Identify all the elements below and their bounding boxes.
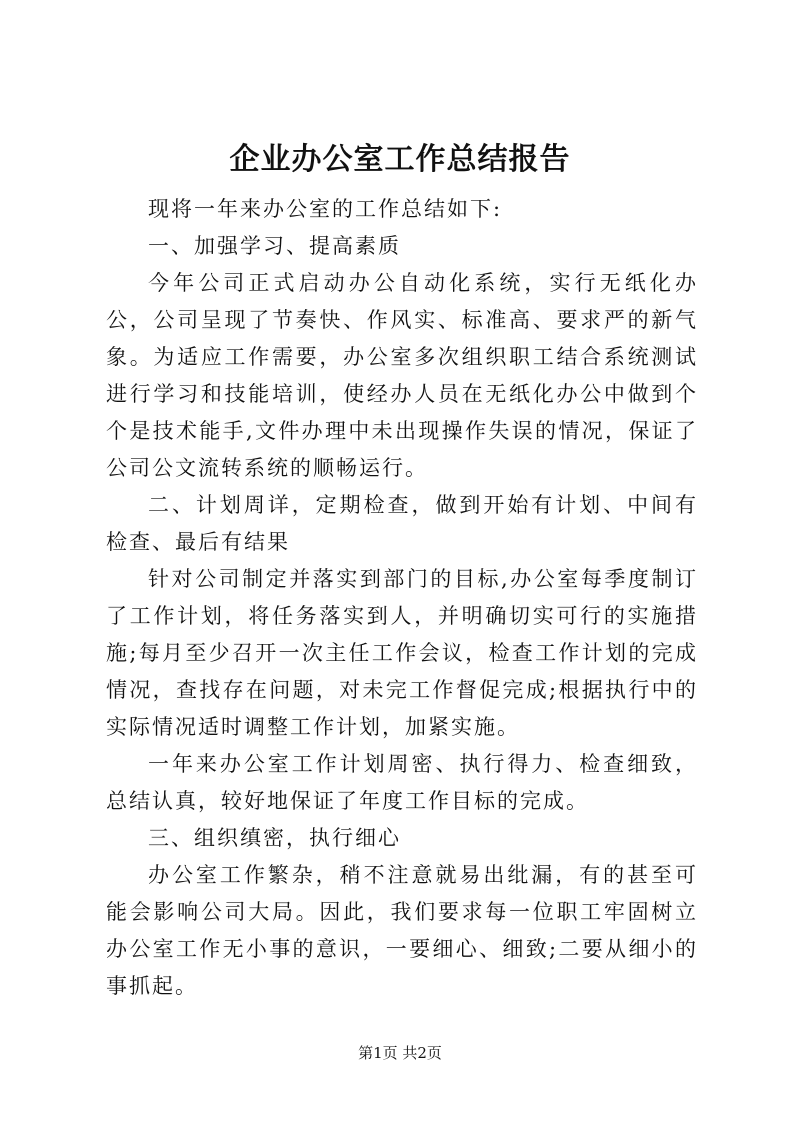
paragraph: 今年公司正式启动办公自动化系统，实行无纸化办公，公司呈现了节奏快、作风实、标准高、要求严的新气象。为适应工作需要，办公室多次组织职工结合系统测试进行学习和技能培训，使经办人员在无纸化办公中做到个个是技术能手,文件办理中未出现操作失误的情况，保证了公司公文流转系统的顺畅运行。: [106, 271, 698, 480]
paragraph: 针对公司制定并落实到部门的目标,办公室每季度制订了工作计划，将任务落实到人，并明确切实可行的实施措施;每月至少召开一次主任工作会议，检查工作计划的完成情况，查找存在问题，对未完工作督促完成;根据执行中的实际情况适时调整工作计划，加紧实施。: [106, 567, 698, 739]
section-heading-2: 二、计划周详，定期检查，做到开始有计划、中间有检查、最后有结果: [106, 493, 698, 554]
document-title: 企业办公室工作总结报告: [229, 142, 571, 177]
paragraph-intro: 现将一年来办公室的工作总结如下:: [148, 197, 503, 221]
document-body: [106, 191, 698, 1005]
section-heading-1: 一、加强学习、提高素质: [148, 234, 401, 258]
paragraph: 办公室工作繁杂，稍不注意就易出纰漏，有的甚至可能会影响公司大局。因此，我们要求每一位职工牢固树立办公室工作无小事的意识，一要细心、细致;二要从细小的事抓起。: [106, 863, 698, 998]
page-number: 第1页 共2页: [358, 1044, 442, 1062]
paragraph: 一年来办公室工作计划周密、执行得力、检查细致，总结认真，较好地保证了年度工作目标的完成。: [106, 752, 698, 813]
section-heading-3: 三、组织缜密，执行细心: [148, 826, 401, 850]
